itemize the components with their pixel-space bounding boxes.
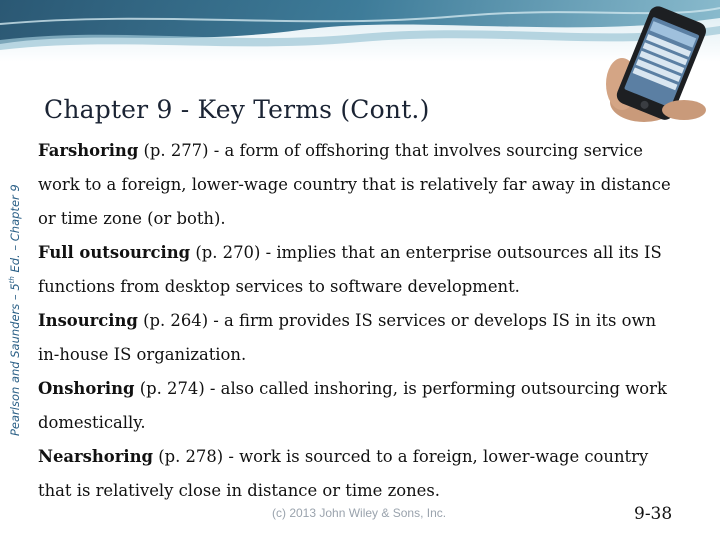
term-definition: a form of offshoring that involves sourcing service work to a foreign, lower-wage country that is relatively far away in distance or time zone (or both). — [38, 141, 671, 228]
key-terms-list — [38, 134, 678, 508]
term-definition: also called inshoring, is performing outsourcing work domestically. — [38, 379, 667, 432]
smartphone-icon — [598, 6, 720, 124]
slide-number: 9-38 — [634, 504, 673, 524]
list-item — [38, 134, 678, 236]
term-definition: a firm provides IS services or develops IS in its own in-house IS organization. — [38, 311, 657, 364]
term-farshoring: Farshoring — [38, 141, 139, 160]
term-definition: implies that an enterprise outsources all its IS functions from desktop services to software development. — [38, 243, 662, 296]
term-insourcing: Insourcing — [38, 311, 138, 330]
term-ref: (p. 270) - — [190, 243, 277, 262]
term-ref: (p. 274) - — [134, 379, 221, 398]
term-full-outsourcing: Full outsourcing — [38, 243, 191, 262]
side-source-label: Pearlson and Saunders – 5th Ed. – Chapter 9 — [7, 184, 22, 436]
list-item — [38, 236, 678, 304]
list-item — [38, 440, 678, 508]
list-item — [38, 372, 678, 440]
term-nearshoring: Nearshoring — [38, 447, 153, 466]
term-onshoring: Onshoring — [38, 379, 135, 398]
list-item — [38, 304, 678, 372]
term-ref: (p. 278) - — [152, 447, 240, 466]
term-definition: work is sourced to a foreign, lower-wage country that is relatively close in distance or time zones. — [38, 447, 649, 500]
slide-title: Chapter 9 - Key Terms (Cont.) — [44, 94, 430, 124]
copyright-notice: (c) 2013 John Wiley & Sons, Inc. — [272, 506, 447, 520]
term-ref: (p. 277) - — [138, 141, 225, 160]
term-ref: (p. 264) - — [137, 311, 225, 330]
